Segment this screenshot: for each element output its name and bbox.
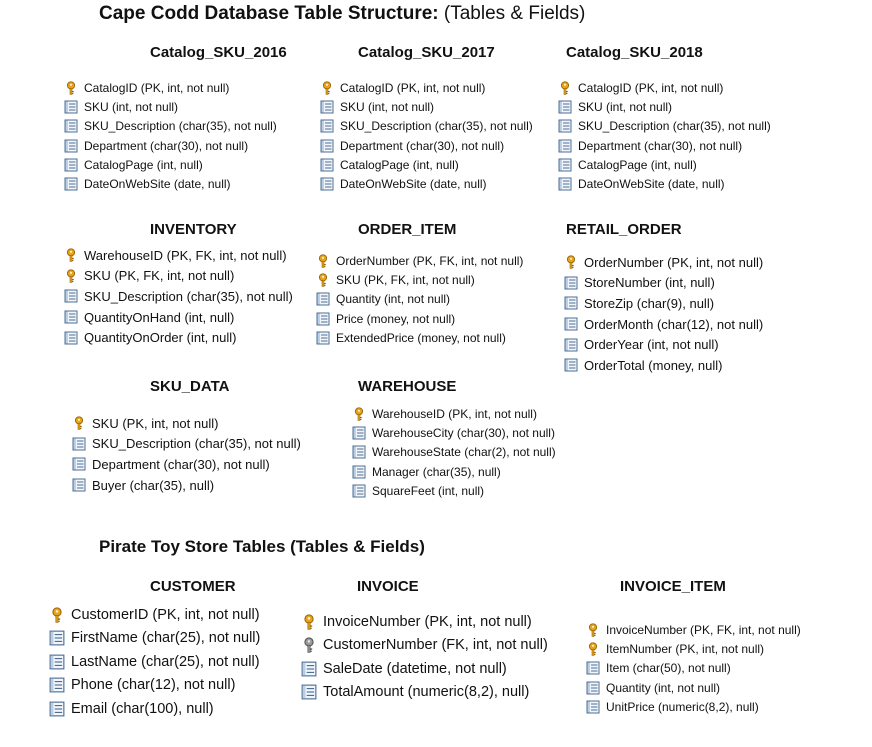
field-text: CatalogID (PK, int, not null): [340, 80, 486, 95]
field-row-dateonwebsite: [64, 174, 287, 193]
column-icon: [316, 312, 330, 326]
column-icon: [352, 426, 366, 440]
column-icon: [49, 654, 65, 670]
field-list: [64, 78, 287, 194]
table-retail-order: [564, 221, 763, 376]
key-icon: [586, 623, 600, 637]
field-row-ordertotal: [564, 355, 763, 376]
field-text: InvoiceNumber (PK, int, not null): [323, 613, 532, 630]
field-text: CatalogPage (int, null): [84, 157, 203, 172]
column-icon: [72, 478, 86, 492]
pirate-heading-text: Pirate Toy Store Tables (Tables & Fields): [99, 537, 425, 556]
field-text: WarehouseID (PK, int, not null): [372, 406, 537, 421]
field-row-buyer: [72, 475, 301, 496]
field-row-quantityonhand: [64, 307, 293, 328]
field-text: Phone (char(12), not null): [71, 677, 236, 693]
column-icon: [564, 296, 578, 310]
column-icon: [72, 457, 86, 471]
foreign-key-icon: [301, 637, 317, 653]
column-icon: [64, 331, 78, 345]
field-row-phone: [49, 674, 260, 698]
field-row-email: [49, 697, 260, 721]
column-icon: [320, 177, 334, 191]
column-icon: [558, 158, 572, 172]
column-icon: [64, 310, 78, 324]
table-order-item: [316, 221, 523, 347]
column-icon: [586, 661, 600, 675]
column-icon: [64, 177, 78, 191]
table-title: ORDER_ITEM: [358, 221, 457, 238]
field-list: [301, 610, 548, 704]
field-text: Email (char(100), null): [71, 700, 214, 717]
column-icon: [564, 358, 578, 372]
field-row-sku-description: [64, 286, 293, 307]
table-title: INVOICE: [357, 578, 419, 595]
field-row-unitprice: [586, 697, 801, 716]
field-row-storezip: [564, 293, 763, 314]
column-icon: [564, 338, 578, 352]
field-row-department: [64, 136, 287, 155]
field-row-ordernumber: [316, 251, 523, 270]
field-row-firstname: [49, 627, 260, 651]
field-text: OrderNumber (PK, FK, int, not null): [336, 253, 524, 268]
field-text: InvoiceNumber (PK, FK, int, not null): [606, 622, 801, 637]
field-list: [558, 78, 771, 194]
field-row-catalogid: [64, 78, 287, 97]
field-row-sku-description: [64, 117, 287, 136]
field-text: Department (char(30), not null): [84, 138, 249, 153]
table-catalog-sku-2018: [558, 44, 771, 194]
key-icon: [586, 642, 600, 656]
field-text: SquareFeet (int, null): [372, 483, 485, 498]
table-warehouse: [352, 378, 556, 500]
field-text: CatalogID (PK, int, not null): [578, 80, 724, 95]
column-icon: [301, 684, 317, 700]
key-icon: [352, 407, 366, 421]
field-text: QuantityOnOrder (int, null): [84, 330, 237, 346]
field-text: SKU_Description (char(35), not null): [92, 436, 301, 452]
field-row-sku: [558, 97, 771, 116]
field-text: Item (char(50), not null): [606, 661, 731, 676]
key-icon: [64, 81, 78, 95]
field-text: StoreZip (char(9), null): [584, 295, 715, 311]
field-text: ItemNumber (PK, int, not null): [606, 641, 765, 656]
field-text: Buyer (char(35), null): [92, 477, 215, 493]
field-text: SKU_Description (char(35), not null): [340, 119, 533, 134]
field-text: WarehouseState (char(2), not null): [372, 445, 556, 460]
key-icon: [64, 248, 78, 262]
column-icon: [301, 661, 317, 677]
field-text: Quantity (int, not null): [336, 292, 451, 307]
field-list: [586, 620, 801, 716]
field-row-warehouseid: [352, 404, 556, 423]
column-icon: [586, 700, 600, 714]
field-row-sku-description: [320, 117, 533, 136]
field-text: OrderMonth (char(12), not null): [584, 316, 764, 332]
key-icon: [316, 254, 330, 268]
field-list: [316, 251, 523, 347]
field-row-lastname: [49, 650, 260, 674]
table-invoice: [301, 578, 548, 704]
field-text: Department (char(30), not null): [340, 138, 505, 153]
field-row-item: [586, 659, 801, 678]
column-icon: [64, 158, 78, 172]
field-row-quantity: [586, 678, 801, 697]
field-row-ordernumber: [564, 252, 763, 273]
column-icon: [586, 681, 600, 695]
field-text: CustomerID (PK, int, not null): [71, 606, 260, 623]
field-row-invoicenumber: [301, 610, 548, 634]
key-icon: [301, 614, 317, 630]
field-row-catalogpage: [558, 155, 771, 174]
table-title: Catalog_SKU_2018: [566, 44, 703, 61]
column-icon: [49, 630, 65, 646]
field-text: SKU (PK, int, not null): [92, 415, 219, 431]
field-row-catalogid: [558, 78, 771, 97]
key-icon: [64, 269, 78, 283]
field-text: DateOnWebSite (date, null): [340, 177, 487, 192]
field-text: UnitPrice (numeric(8,2), null): [606, 699, 759, 714]
key-icon: [558, 81, 572, 95]
cape-codd-heading-light: (Tables & Fields): [438, 3, 586, 24]
column-icon: [320, 139, 334, 153]
column-icon: [564, 317, 578, 331]
field-text: SKU_Description (char(35), not null): [578, 119, 771, 134]
field-list: [564, 252, 763, 376]
field-text: SKU (int, not null): [340, 99, 435, 114]
field-row-squarefeet: [352, 481, 556, 500]
column-icon: [49, 701, 65, 717]
column-icon: [316, 292, 330, 306]
table-title: Catalog_SKU_2016: [150, 44, 287, 61]
pirate-heading: [99, 537, 425, 557]
field-row-warehousecity: [352, 423, 556, 442]
field-list: [49, 603, 260, 721]
field-text: Department (char(30), not null): [578, 138, 743, 153]
field-text: SKU_Description (char(35), not null): [84, 119, 277, 134]
table-title: RETAIL_ORDER: [566, 221, 682, 238]
field-row-sku: [72, 413, 301, 434]
column-icon: [564, 276, 578, 290]
column-icon: [352, 484, 366, 498]
field-row-saledate: [301, 657, 548, 681]
field-row-warehouseid: [64, 245, 293, 266]
field-text: OrderNumber (PK, int, not null): [584, 254, 764, 270]
column-icon: [49, 677, 65, 693]
field-text: SKU (int, not null): [84, 99, 179, 114]
field-text: SKU (PK, FK, int, not null): [84, 268, 235, 284]
field-row-sku: [316, 270, 523, 289]
field-row-extendedprice: [316, 328, 523, 347]
field-text: DateOnWebSite (date, null): [578, 177, 725, 192]
table-title: INVENTORY: [150, 221, 237, 238]
column-icon: [64, 139, 78, 153]
field-row-sku: [320, 97, 533, 116]
table-sku-data: [72, 378, 301, 495]
field-text: ExtendedPrice (money, not null): [336, 330, 506, 345]
column-icon: [316, 331, 330, 345]
field-row-dateonwebsite: [320, 174, 533, 193]
field-text: OrderYear (int, not null): [584, 337, 719, 353]
field-text: QuantityOnHand (int, null): [84, 309, 235, 325]
field-text: TotalAmount (numeric(8,2), null): [323, 684, 530, 700]
table-title: SKU_DATA: [150, 378, 230, 395]
field-row-department: [320, 136, 533, 155]
field-row-sku: [64, 97, 287, 116]
key-icon: [320, 81, 334, 95]
table-title: Catalog_SKU_2017: [358, 44, 495, 61]
key-icon: [564, 255, 578, 269]
field-row-quantityonorder: [64, 327, 293, 348]
field-row-sku: [64, 266, 293, 287]
column-icon: [64, 289, 78, 303]
column-icon: [558, 139, 572, 153]
field-text: WarehouseID (PK, FK, int, not null): [84, 247, 287, 263]
field-row-storenumber: [564, 273, 763, 294]
field-list: [64, 245, 293, 348]
table-title: INVOICE_ITEM: [620, 578, 726, 595]
table-title: WAREHOUSE: [358, 378, 457, 395]
field-text: CatalogPage (int, null): [578, 157, 697, 172]
field-row-department: [72, 454, 301, 475]
column-icon: [64, 119, 78, 133]
field-list: [72, 413, 301, 495]
column-icon: [352, 465, 366, 479]
field-text: CustomerNumber (FK, int, not null): [323, 637, 548, 653]
field-text: CatalogID (PK, int, not null): [84, 80, 230, 95]
field-row-ordermonth: [564, 314, 763, 335]
table-customer: [49, 578, 260, 721]
column-icon: [64, 100, 78, 114]
field-row-totalamount: [301, 681, 548, 705]
field-text: StoreNumber (int, null): [584, 275, 715, 291]
field-row-catalogpage: [320, 155, 533, 174]
field-row-department: [558, 136, 771, 155]
field-row-catalogid: [320, 78, 533, 97]
field-row-quantity: [316, 290, 523, 309]
field-text: SaleDate (datetime, not null): [323, 660, 507, 677]
field-row-price: [316, 309, 523, 328]
field-text: Department (char(30), not null): [92, 456, 270, 472]
field-row-sku-description: [558, 117, 771, 136]
column-icon: [72, 437, 86, 451]
field-row-catalogpage: [64, 155, 287, 174]
field-row-invoicenumber: [586, 620, 801, 639]
column-icon: [352, 445, 366, 459]
field-row-customerid: [49, 603, 260, 627]
key-icon: [316, 273, 330, 287]
field-text: Manager (char(35), null): [372, 464, 501, 479]
field-text: SKU (int, not null): [578, 99, 673, 114]
field-text: WarehouseCity (char(30), not null): [372, 425, 555, 440]
field-text: CatalogPage (int, null): [340, 157, 459, 172]
field-row-customernumber: [301, 634, 548, 658]
field-list: [352, 404, 556, 500]
field-list: [320, 78, 533, 194]
column-icon: [320, 100, 334, 114]
table-inventory: [64, 221, 293, 348]
column-icon: [558, 119, 572, 133]
field-row-sku-description: [72, 434, 301, 455]
field-text: Price (money, not null): [336, 311, 456, 326]
key-icon: [72, 416, 86, 430]
field-text: OrderTotal (money, null): [584, 357, 723, 373]
table-title: CUSTOMER: [150, 578, 236, 595]
column-icon: [558, 177, 572, 191]
field-text: DateOnWebSite (date, null): [84, 177, 231, 192]
table-catalog-sku-2017: [320, 44, 533, 194]
field-text: SKU_Description (char(35), not null): [84, 288, 293, 304]
field-row-warehousestate: [352, 443, 556, 462]
column-icon: [320, 119, 334, 133]
field-text: Quantity (int, not null): [606, 680, 721, 695]
field-row-manager: [352, 462, 556, 481]
cape-codd-heading-bold: Cape Codd Database Table Structure:: [99, 3, 439, 24]
field-row-itemnumber: [586, 639, 801, 658]
key-icon: [49, 607, 65, 623]
column-icon: [320, 158, 334, 172]
field-text: LastName (char(25), not null): [71, 653, 260, 670]
field-row-dateonwebsite: [558, 174, 771, 193]
cape-codd-heading: [99, 3, 585, 25]
table-invoice-item: [586, 578, 801, 716]
table-catalog-sku-2016: [64, 44, 287, 194]
field-text: SKU (PK, FK, int, not null): [336, 272, 475, 287]
field-text: FirstName (char(25), not null): [71, 630, 261, 646]
column-icon: [558, 100, 572, 114]
field-row-orderyear: [564, 334, 763, 355]
